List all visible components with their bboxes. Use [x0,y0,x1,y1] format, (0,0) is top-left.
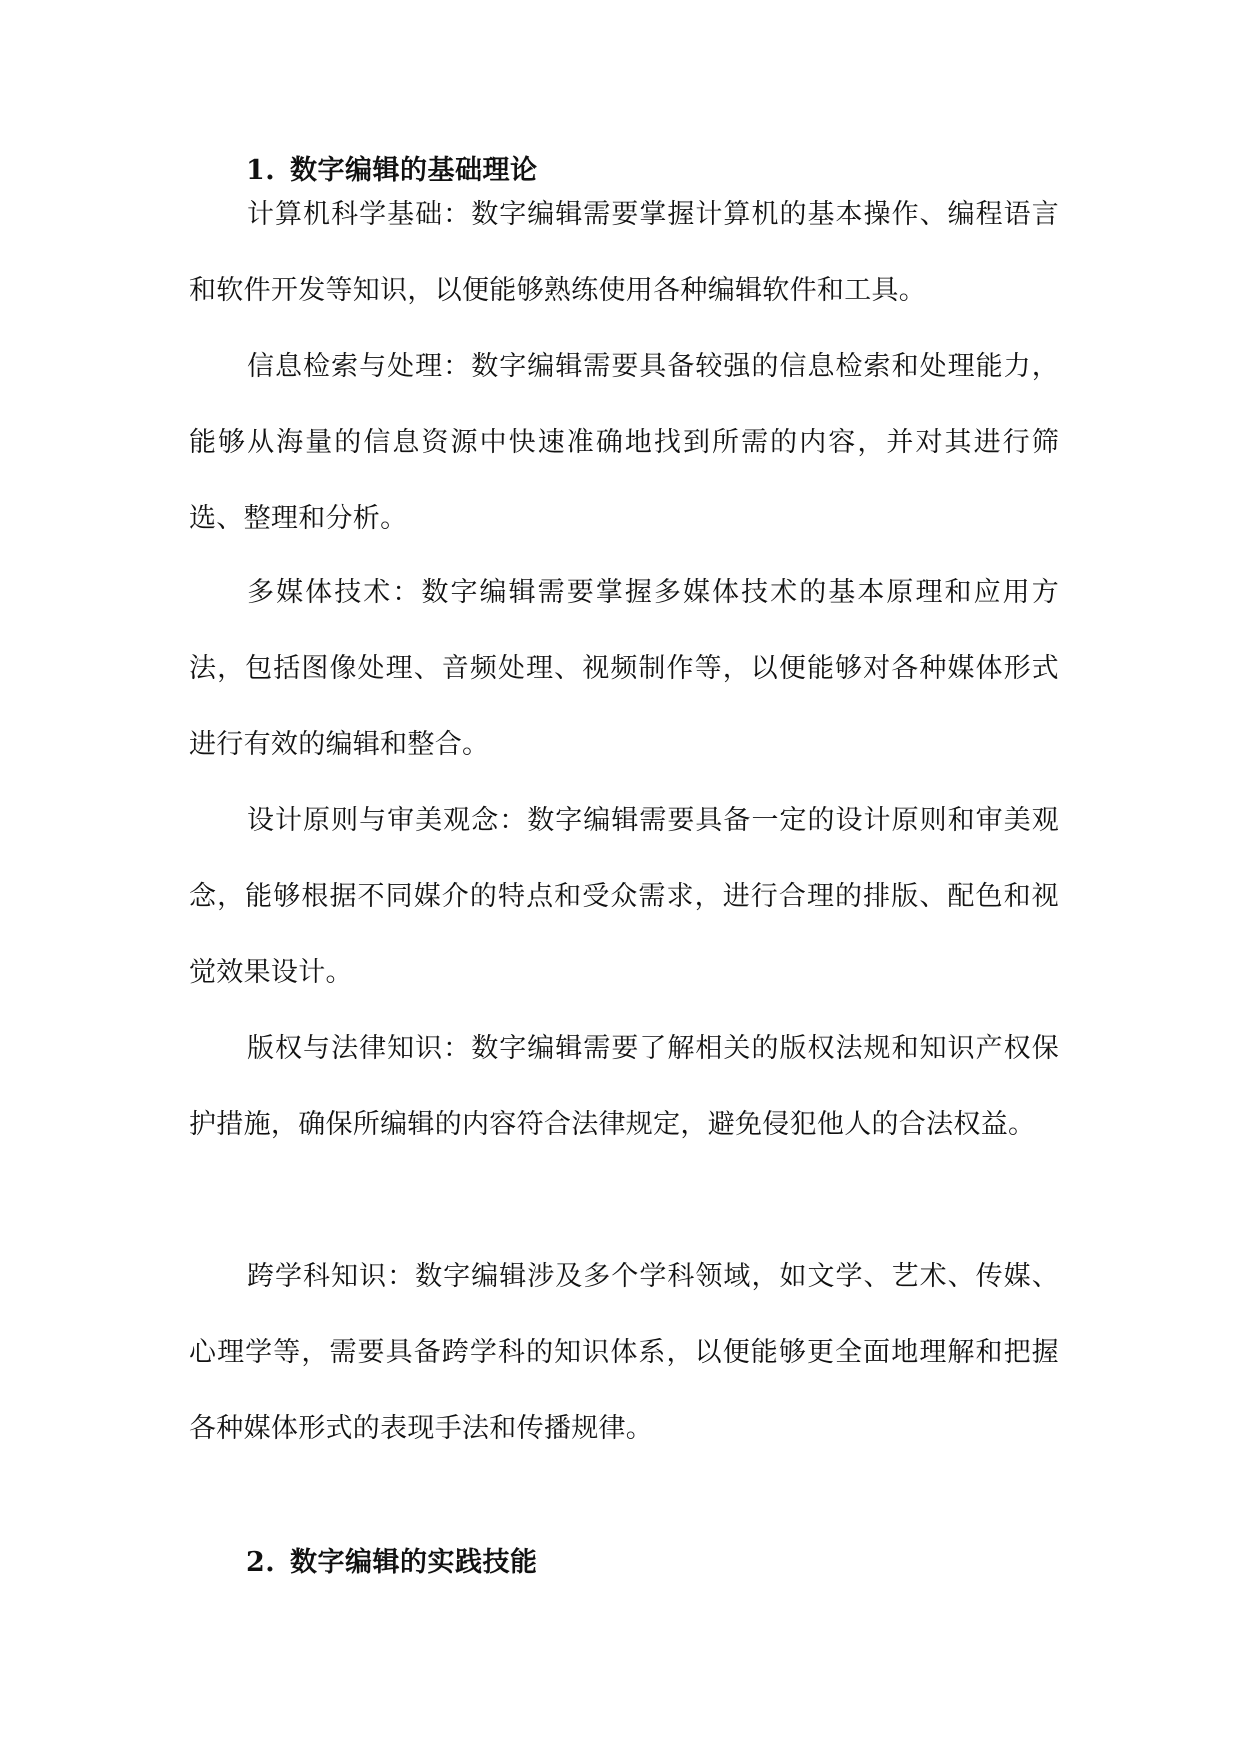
section-heading-2 [246,1543,538,1583]
section-title-2: 数字编辑的实践技能 [290,1547,538,1578]
paragraph-copyright-law: 版权与法律知识：数字编辑需要了解相关的版权法规和知识产权保护措施，确保所编辑的内容符合法律规定，避免侵犯他人的合法权益。 [189,1033,1059,1140]
paragraph-multimedia: 多媒体技术：数字编辑需要掌握多媒体技术的基本原理和应用方法，包括图像处理、音频处理、视频制作等，以便能够对各种媒体形式进行有效的编辑和整合。 [189,577,1059,760]
section-title-1: 数字编辑的基础理论 [290,155,538,186]
section-number-1: 1. [246,155,276,186]
paragraph-information-retrieval: 信息检索与处理：数字编辑需要具备较强的信息检索和处理能力，能够从海量的信息资源中快速准确地找到所需的内容，并对其进行筛选、整理和分析。 [189,351,1059,534]
paragraph-computer-science: 计算机科学基础：数字编辑需要掌握计算机的基本操作、编程语言和软件开发等知识，以便能够熟练使用各种编辑软件和工具。 [189,199,1059,306]
section-number-2: 2. [246,1547,276,1578]
paragraph-interdisciplinary: 跨学科知识：数字编辑涉及多个学科领域，如文学、艺术、传媒、心理学等，需要具备跨学科的知识体系，以便能够更全面地理解和把握各种媒体形式的表现手法和传播规律。 [189,1261,1059,1444]
paragraph-design-aesthetics: 设计原则与审美观念：数字编辑需要具备一定的设计原则和审美观念，能够根据不同媒介的特点和受众需求，进行合理的排版、配色和视觉效果设计。 [189,805,1059,988]
